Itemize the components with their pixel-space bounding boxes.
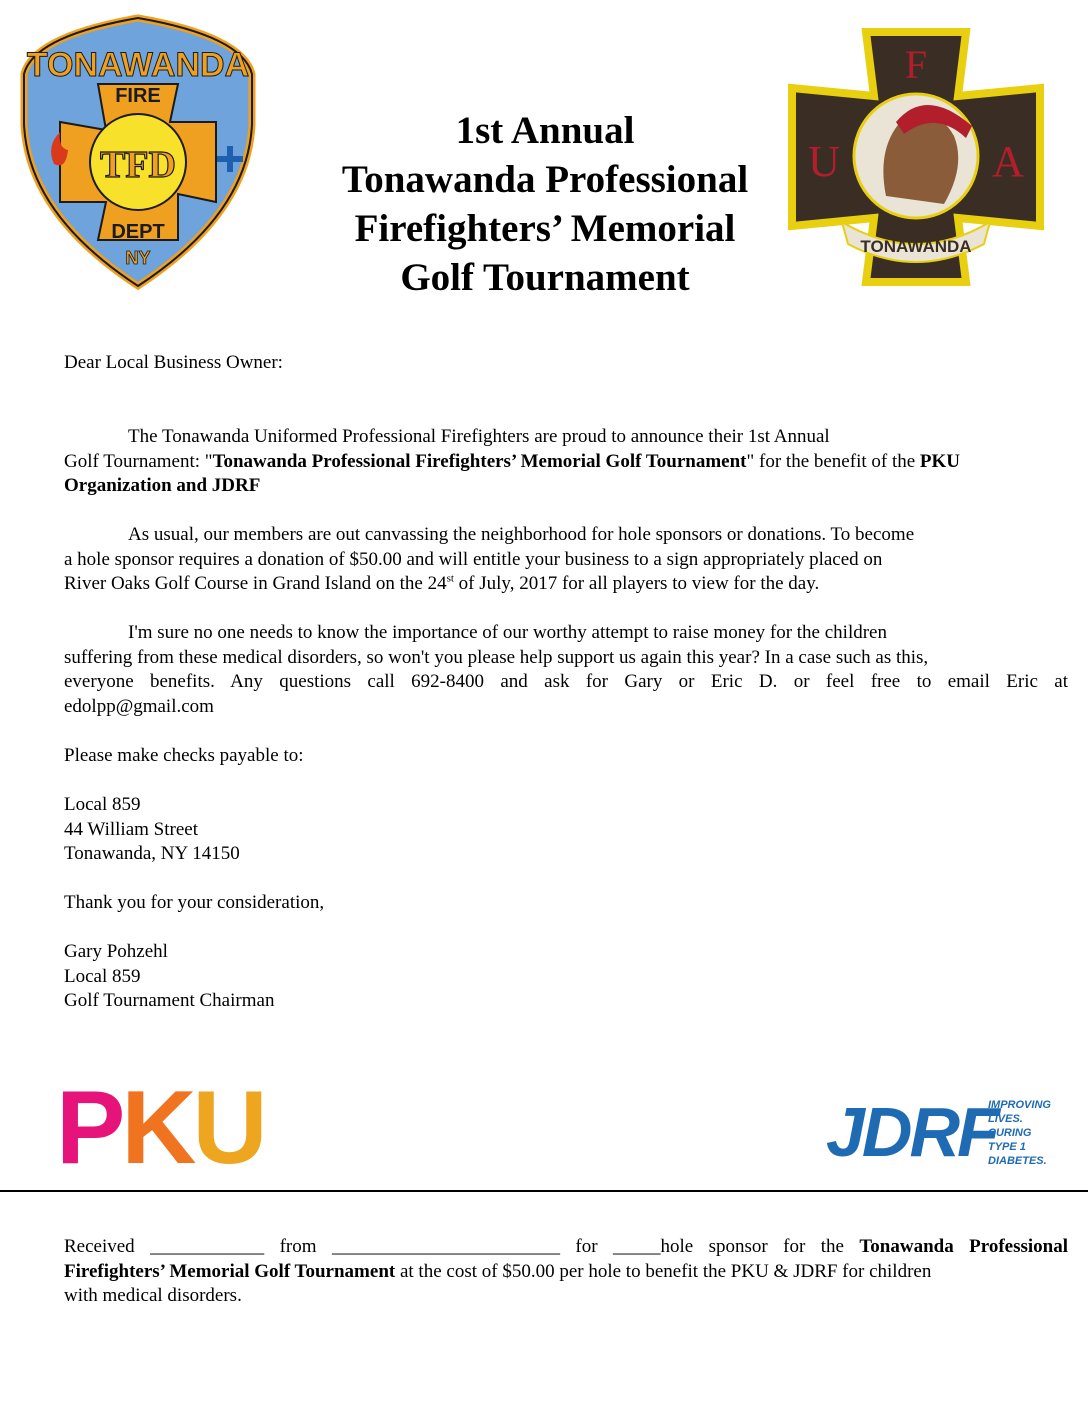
title-line-1: 1st Annual <box>455 109 635 152</box>
title-line-4: Golf Tournament <box>400 256 690 299</box>
salutation: Dear Local Business Owner: <box>64 352 283 373</box>
signer-name: Gary Pohzehl <box>64 941 168 962</box>
tonawanda-fire-dept-logo <box>14 14 262 290</box>
paragraph-sponsorship: As usual, our members are out canvassing the neighborhood for hole sponsors or donations. To become a hole sponsor requires a donation of $50.00 and will entitle your business to a sign appropriately placed on River Oaks Golf Course in Grand Island on the 24st of July, 2017 for all players to view for the day. <box>64 524 915 594</box>
closing: Thank you for your consideration, <box>64 892 325 913</box>
patch-letter-f: F <box>904 42 928 87</box>
receipt-form: Received ____________ from ________________________ for _____hole sponsor for the Tonawanda Professional Firefighters’ Memorial Golf Tournament at the cost of $50.00 per hole to benefit the PKU & JDRF for children with medical disorders. <box>64 1236 1069 1306</box>
title-line-2: Tonawanda Professional <box>341 158 749 201</box>
signature-block: Gary Pohzehl Local 859 Golf Tournament Chairman <box>64 940 274 1014</box>
pku-letter: P <box>56 1070 122 1186</box>
patch-letter-a: A <box>992 137 1024 186</box>
page-title <box>300 106 790 302</box>
patch-banner-text: TONAWANDA <box>860 237 972 256</box>
jdrf-tagline: IMPROVING LIVES. CURING TYPE 1 DIABETES. <box>988 1099 1051 1167</box>
beneficiaries: Organization and JDRF <box>64 475 261 496</box>
logo-monogram: TFD <box>100 144 176 186</box>
pku-logo <box>56 1070 264 1186</box>
paragraph-announcement: The Tonawanda Uniformed Professional Firefighters are proud to announce their 1st Annual Golf Tournament: "Tonawanda Professional Firefighters’ Memorial Golf Tournament" for the benefit of the PKU Organization and JDRF <box>64 426 961 496</box>
logo-state-text: NY <box>125 248 151 268</box>
title-line-3: Firefighters’ Memorial <box>354 207 736 250</box>
jdrf-logo <box>826 1092 1056 1184</box>
tournament-name: Tonawanda Professional Firefighters’ Memorial Golf Tournament <box>212 450 747 472</box>
logo-top-text: TONAWANDA <box>26 46 250 84</box>
logo-fire-text: FIRE <box>115 85 161 107</box>
logo-dept-text: DEPT <box>111 221 165 243</box>
paragraph-appeal: I'm sure no one needs to know the importance of our worthy attempt to raise money for the children suffering from these medical disorders, so won't you please help support us again this year? In a case such as this, everyone benefits. Any questions call 692-8400 and ask for Gary or Eric D. or feel free to email Eric at edolpp@gmail.com <box>64 621 1068 719</box>
checks-payable-label: Please make checks payable to: <box>64 745 304 766</box>
patch-letter-u: U <box>808 137 840 186</box>
received-amount-field[interactable]: ____________ <box>150 1236 265 1257</box>
mailing-address: Local 859 44 William Street Tonawanda, NY 14150 <box>64 794 240 864</box>
contact-email: edolpp@gmail.com <box>64 695 214 717</box>
signer-role: Golf Tournament Chairman <box>64 990 275 1011</box>
receipt-divider <box>0 1190 1088 1192</box>
received-from-field[interactable]: ________________________ <box>331 1236 560 1257</box>
jdrf-wordmark: JDRF <box>826 1093 997 1171</box>
pku-letter: K <box>121 1070 193 1186</box>
union-patch-logo <box>786 26 1046 288</box>
pku-letter: U <box>192 1070 264 1186</box>
hole-count-field[interactable]: _____ <box>612 1236 661 1257</box>
